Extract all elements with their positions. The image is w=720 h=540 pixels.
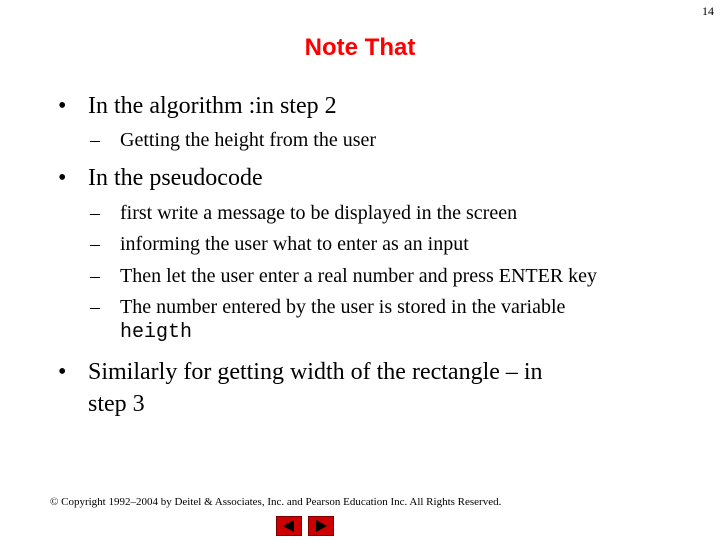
sub-bullet-item xyxy=(90,128,376,153)
bullet-text-line1: Similarly for getting width of the rectangle – in xyxy=(88,359,543,385)
sub-bullet-item xyxy=(90,264,597,289)
left-arrow-icon xyxy=(277,517,301,535)
right-arrow-icon xyxy=(309,517,333,535)
sub-bullet-item xyxy=(90,232,469,257)
dash-symbol: – xyxy=(90,202,100,224)
bullet-text: In the pseudocode xyxy=(88,165,263,191)
sub-bullet-text: The number entered by the user is stored in the variable xyxy=(120,296,566,318)
bullet-symbol: • xyxy=(58,359,67,385)
bullet-item xyxy=(58,356,543,420)
next-slide-button[interactable] xyxy=(308,516,334,536)
bullet-text-line2: step 3 xyxy=(88,391,145,417)
bullet-symbol: • xyxy=(58,93,67,119)
sub-bullet-text: informing the user what to enter as an input xyxy=(120,233,469,255)
bullet-symbol: • xyxy=(58,165,67,191)
sub-bullet-text: Getting the height from the user xyxy=(120,129,377,151)
copyright-footer: © Copyright 1992–2004 by Deitel & Associates, Inc. and Pearson Education Inc. All Rights Reserved. xyxy=(50,496,502,508)
sub-bullet-text: Then let the user enter a real number and press ENTER key xyxy=(120,265,598,287)
dash-symbol: – xyxy=(90,129,100,151)
bullet-item xyxy=(58,162,263,194)
dash-symbol: – xyxy=(90,265,100,287)
sub-bullet-text: first write a message to be displayed in the screen xyxy=(120,202,518,224)
variable-name: heigth xyxy=(120,321,193,344)
sub-bullet-item xyxy=(90,295,565,345)
slide-navigation xyxy=(276,516,334,536)
previous-slide-button[interactable] xyxy=(276,516,302,536)
dash-symbol: – xyxy=(90,233,100,255)
slide-title: Note That xyxy=(304,34,416,61)
bullet-item xyxy=(58,90,337,122)
dash-symbol: – xyxy=(90,296,100,318)
page-number: 14 xyxy=(702,4,714,18)
sub-bullet-item xyxy=(90,201,517,226)
bullet-text: In the algorithm :in step 2 xyxy=(88,93,337,119)
